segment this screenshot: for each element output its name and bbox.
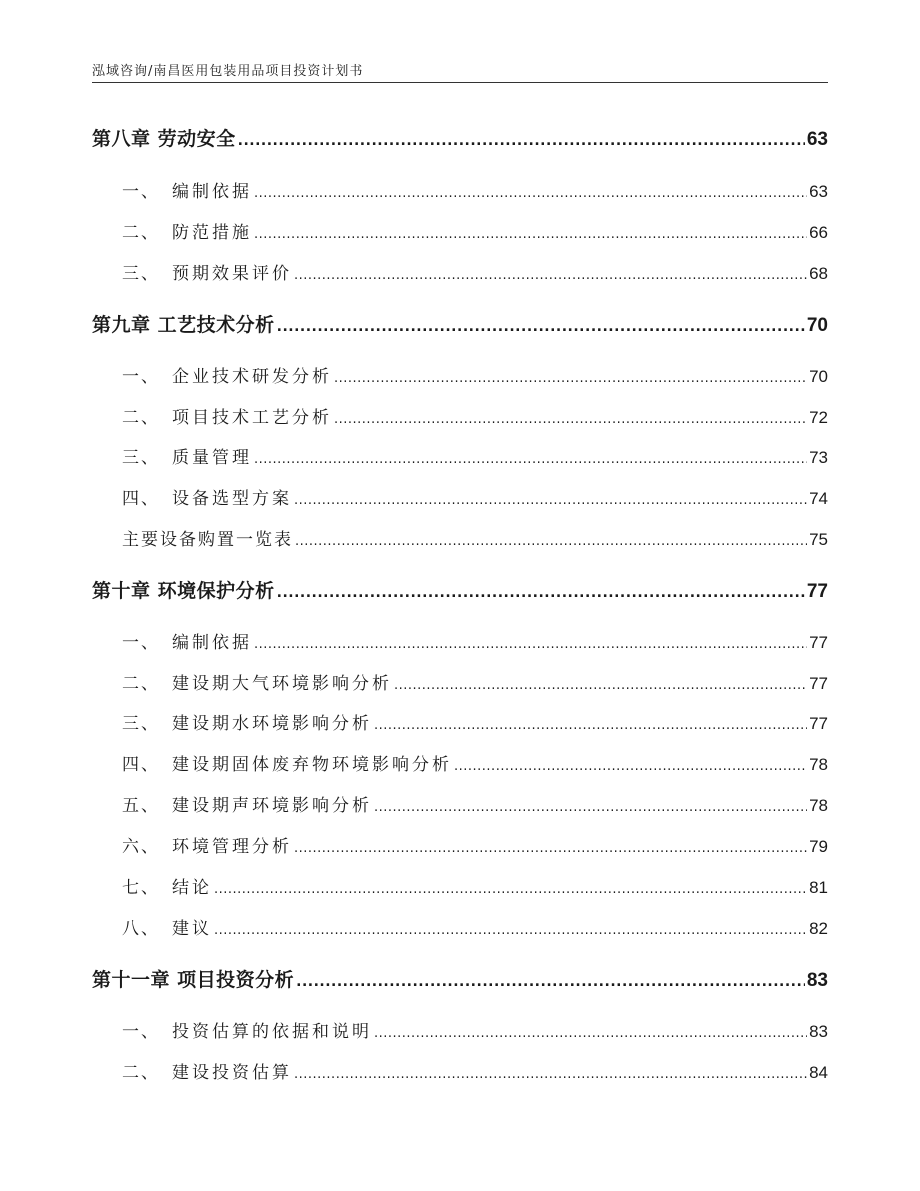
toc-section[interactable] xyxy=(122,914,828,939)
chapter-title: 第九章 工艺技术分析 xyxy=(92,314,275,336)
page-number: 77 xyxy=(809,633,828,652)
page-number: 77 xyxy=(809,714,828,733)
toc-section[interactable] xyxy=(122,791,828,816)
section-title: 建设期水环境影响分析 xyxy=(172,714,372,734)
page-number: 78 xyxy=(809,755,828,774)
section-title: 预期效果评价 xyxy=(172,264,292,284)
leader-dots xyxy=(277,319,805,335)
page-number: 83 xyxy=(806,970,828,991)
toc-chapter-10[interactable] xyxy=(92,576,828,603)
section-title: 项目技术工艺分析 xyxy=(172,408,332,428)
page-number: 72 xyxy=(809,408,828,427)
leader-dots xyxy=(294,268,807,283)
section-number: 五、 xyxy=(122,796,160,816)
page-number: 84 xyxy=(809,1063,828,1082)
page-number: 63 xyxy=(809,182,828,201)
page-number: 73 xyxy=(809,448,828,467)
leader-dots xyxy=(454,759,807,774)
toc-section[interactable] xyxy=(122,443,828,468)
toc-section[interactable] xyxy=(122,259,828,284)
leader-dots xyxy=(214,923,807,938)
leader-dots xyxy=(374,1026,807,1041)
section-number: 三、 xyxy=(122,264,160,284)
section-number: 六、 xyxy=(122,837,160,857)
section-number: 三、 xyxy=(122,448,160,468)
section-title: 建设期固体废弃物环境影响分析 xyxy=(172,755,452,775)
leader-dots xyxy=(277,585,805,601)
section-number: 二、 xyxy=(122,223,160,243)
toc-section[interactable] xyxy=(122,669,828,694)
toc-section[interactable] xyxy=(122,403,828,428)
section-title: 投资估算的依据和说明 xyxy=(172,1022,372,1042)
section-title: 质量管理 xyxy=(172,448,252,468)
page-number: 77 xyxy=(806,581,828,602)
chapter-title: 第十一章 项目投资分析 xyxy=(92,969,295,991)
section-title: 企业技术研发分析 xyxy=(172,367,332,387)
leader-dots xyxy=(374,800,807,815)
section-title: 建议 xyxy=(172,919,212,939)
section-number: 七、 xyxy=(122,878,160,898)
page-number: 70 xyxy=(809,367,828,386)
section-title: 编制依据 xyxy=(172,633,252,653)
leader-dots xyxy=(294,493,807,508)
page-number: 78 xyxy=(809,796,828,815)
toc-chapter-8[interactable] xyxy=(92,124,828,151)
section-title: 建设投资估算 xyxy=(172,1063,292,1083)
section-number: 八、 xyxy=(122,919,160,939)
page-number: 66 xyxy=(809,223,828,242)
leader-dots xyxy=(296,974,805,990)
section-number: 二、 xyxy=(122,408,160,428)
leader-dots xyxy=(334,412,807,427)
section-number: 一、 xyxy=(122,633,160,653)
section-number: 四、 xyxy=(122,755,160,775)
section-title: 环境管理分析 xyxy=(172,837,292,857)
page-number: 79 xyxy=(809,837,828,856)
running-header: 泓域咨询/南昌医用包装用品项目投资计划书 xyxy=(92,64,364,79)
leader-dots xyxy=(254,186,807,201)
section-title: 设备选型方案 xyxy=(172,489,292,509)
section-number: 一、 xyxy=(122,1022,160,1042)
toc-chapter-9[interactable] xyxy=(92,310,828,337)
page-number: 70 xyxy=(806,315,828,336)
page-number: 81 xyxy=(809,878,828,897)
page-number: 63 xyxy=(806,129,828,150)
section-number: 四、 xyxy=(122,489,160,509)
toc-section[interactable] xyxy=(122,709,828,734)
toc-section[interactable] xyxy=(122,628,828,653)
toc-section[interactable] xyxy=(122,873,828,898)
section-number: 二、 xyxy=(122,674,160,694)
section-title: 结论 xyxy=(172,878,212,898)
leader-dots xyxy=(254,637,807,652)
page-number: 77 xyxy=(809,674,828,693)
chapter-title: 第八章 劳动安全 xyxy=(92,128,236,150)
toc-section[interactable] xyxy=(122,484,828,509)
toc-section[interactable] xyxy=(122,177,828,202)
toc-section[interactable] xyxy=(122,218,828,243)
toc-section[interactable] xyxy=(122,832,828,857)
section-title: 建设期大气环境影响分析 xyxy=(172,674,392,694)
chapter-title: 第十章 环境保护分析 xyxy=(92,580,275,602)
page-number: 75 xyxy=(809,530,828,549)
section-title: 编制依据 xyxy=(172,182,252,202)
toc-section[interactable] xyxy=(122,362,828,387)
section-title: 主要设备购置一览表 xyxy=(122,530,293,550)
header-rule xyxy=(92,82,828,83)
leader-dots xyxy=(294,841,807,856)
leader-dots xyxy=(295,534,807,549)
leader-dots xyxy=(214,882,807,897)
page-number: 74 xyxy=(809,489,828,508)
leader-dots xyxy=(394,678,807,693)
section-number: 三、 xyxy=(122,714,160,734)
toc-chapter-11[interactable] xyxy=(92,965,828,992)
toc-section[interactable] xyxy=(122,525,828,550)
section-number: 二、 xyxy=(122,1063,160,1083)
page-number: 68 xyxy=(809,264,828,283)
leader-dots xyxy=(334,371,807,386)
leader-dots xyxy=(254,227,807,242)
section-title: 防范措施 xyxy=(172,223,252,243)
toc-section[interactable] xyxy=(122,1017,828,1042)
leader-dots xyxy=(374,718,807,733)
toc-section[interactable] xyxy=(122,750,828,775)
section-title: 建设期声环境影响分析 xyxy=(172,796,372,816)
section-number: 一、 xyxy=(122,182,160,202)
page-number: 82 xyxy=(809,919,828,938)
toc-section[interactable] xyxy=(122,1058,828,1083)
leader-dots xyxy=(254,452,807,467)
section-number: 一、 xyxy=(122,367,160,387)
leader-dots xyxy=(238,133,805,149)
page-number: 83 xyxy=(809,1022,828,1041)
leader-dots xyxy=(294,1067,807,1082)
